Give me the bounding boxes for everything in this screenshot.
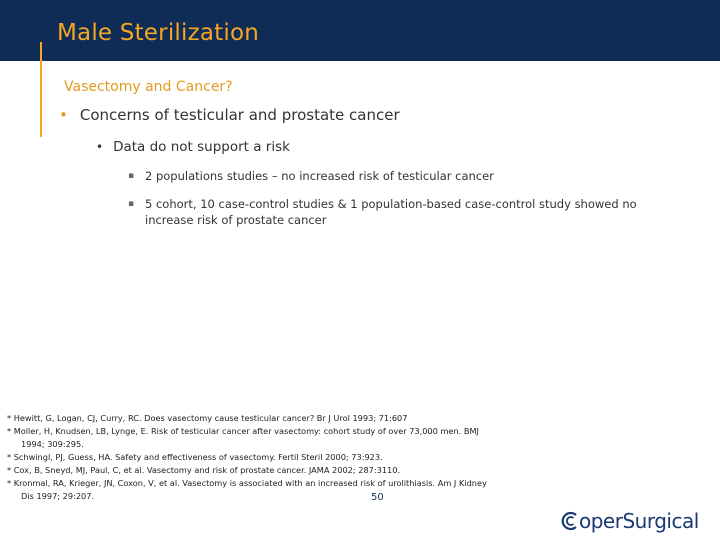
bullet-level-1-text: Concerns of testicular and prostate cancer	[79, 106, 400, 124]
references	[7, 412, 517, 503]
reference-line: * Cox, B, Sneyd, MJ, Paul, C, et al. Vasectomy and risk of prostate cancer. JAMA 2002; 287:3110.	[7, 465, 401, 475]
bullet-level-2	[96, 139, 290, 155]
accent-line	[40, 42, 42, 137]
bullet-dot-icon: •	[59, 106, 68, 124]
bullet-level-2-text: Data do not support a risk	[113, 139, 290, 155]
page-number: 50	[371, 492, 384, 503]
reference-line: * Schwingl, PJ, Guess, HA. Safety and effectiveness of vasectomy. Fertil Steril 2000; 73:923.	[7, 452, 383, 462]
reference-line: * Moller, H, Knudsen, LB, Lynge, E. Risk of testicular cancer after vasectomy: cohort study of over 73,000 men. BMJ	[7, 426, 479, 436]
coopersurgical-logo	[561, 509, 699, 533]
bullet-level-1	[59, 106, 400, 124]
slide-subtitle: Vasectomy and Cancer?	[64, 79, 233, 95]
bullet-level-3	[128, 168, 658, 184]
bullet-level-3-text: 2 populations studies – no increased risk of testicular cancer	[145, 169, 494, 183]
bullet-square-icon: ▪	[128, 171, 135, 181]
logo-c-mark-icon	[561, 511, 578, 531]
slide-title: Male Sterilization	[57, 20, 260, 46]
reference-line: 1994; 309:295.	[21, 439, 84, 449]
bullet-level-3-text: 5 cohort, 10 case-control studies & 1 population-based case-control study showed no increase risk of prostate cancer	[145, 197, 637, 227]
bullet-level-3	[128, 196, 658, 228]
bullet-dot-icon: •	[96, 140, 104, 154]
logo-text: operSurgical	[579, 509, 699, 533]
bullet-square-icon: ▪	[128, 199, 135, 209]
reference-line: * Hewitt, G, Logan, CJ, Curry, RC. Does vasectomy cause testicular cancer? Br J Urol 1993; 71:607	[7, 413, 408, 423]
reference-line: * Kronmal, RA, Krieger, JN, Coxon, V, et al. Vasectomy is associated with an increased risk of urolithiasis. Am J Kidney	[7, 478, 487, 488]
reference-line: Dis 1997; 29:207.	[21, 491, 95, 501]
